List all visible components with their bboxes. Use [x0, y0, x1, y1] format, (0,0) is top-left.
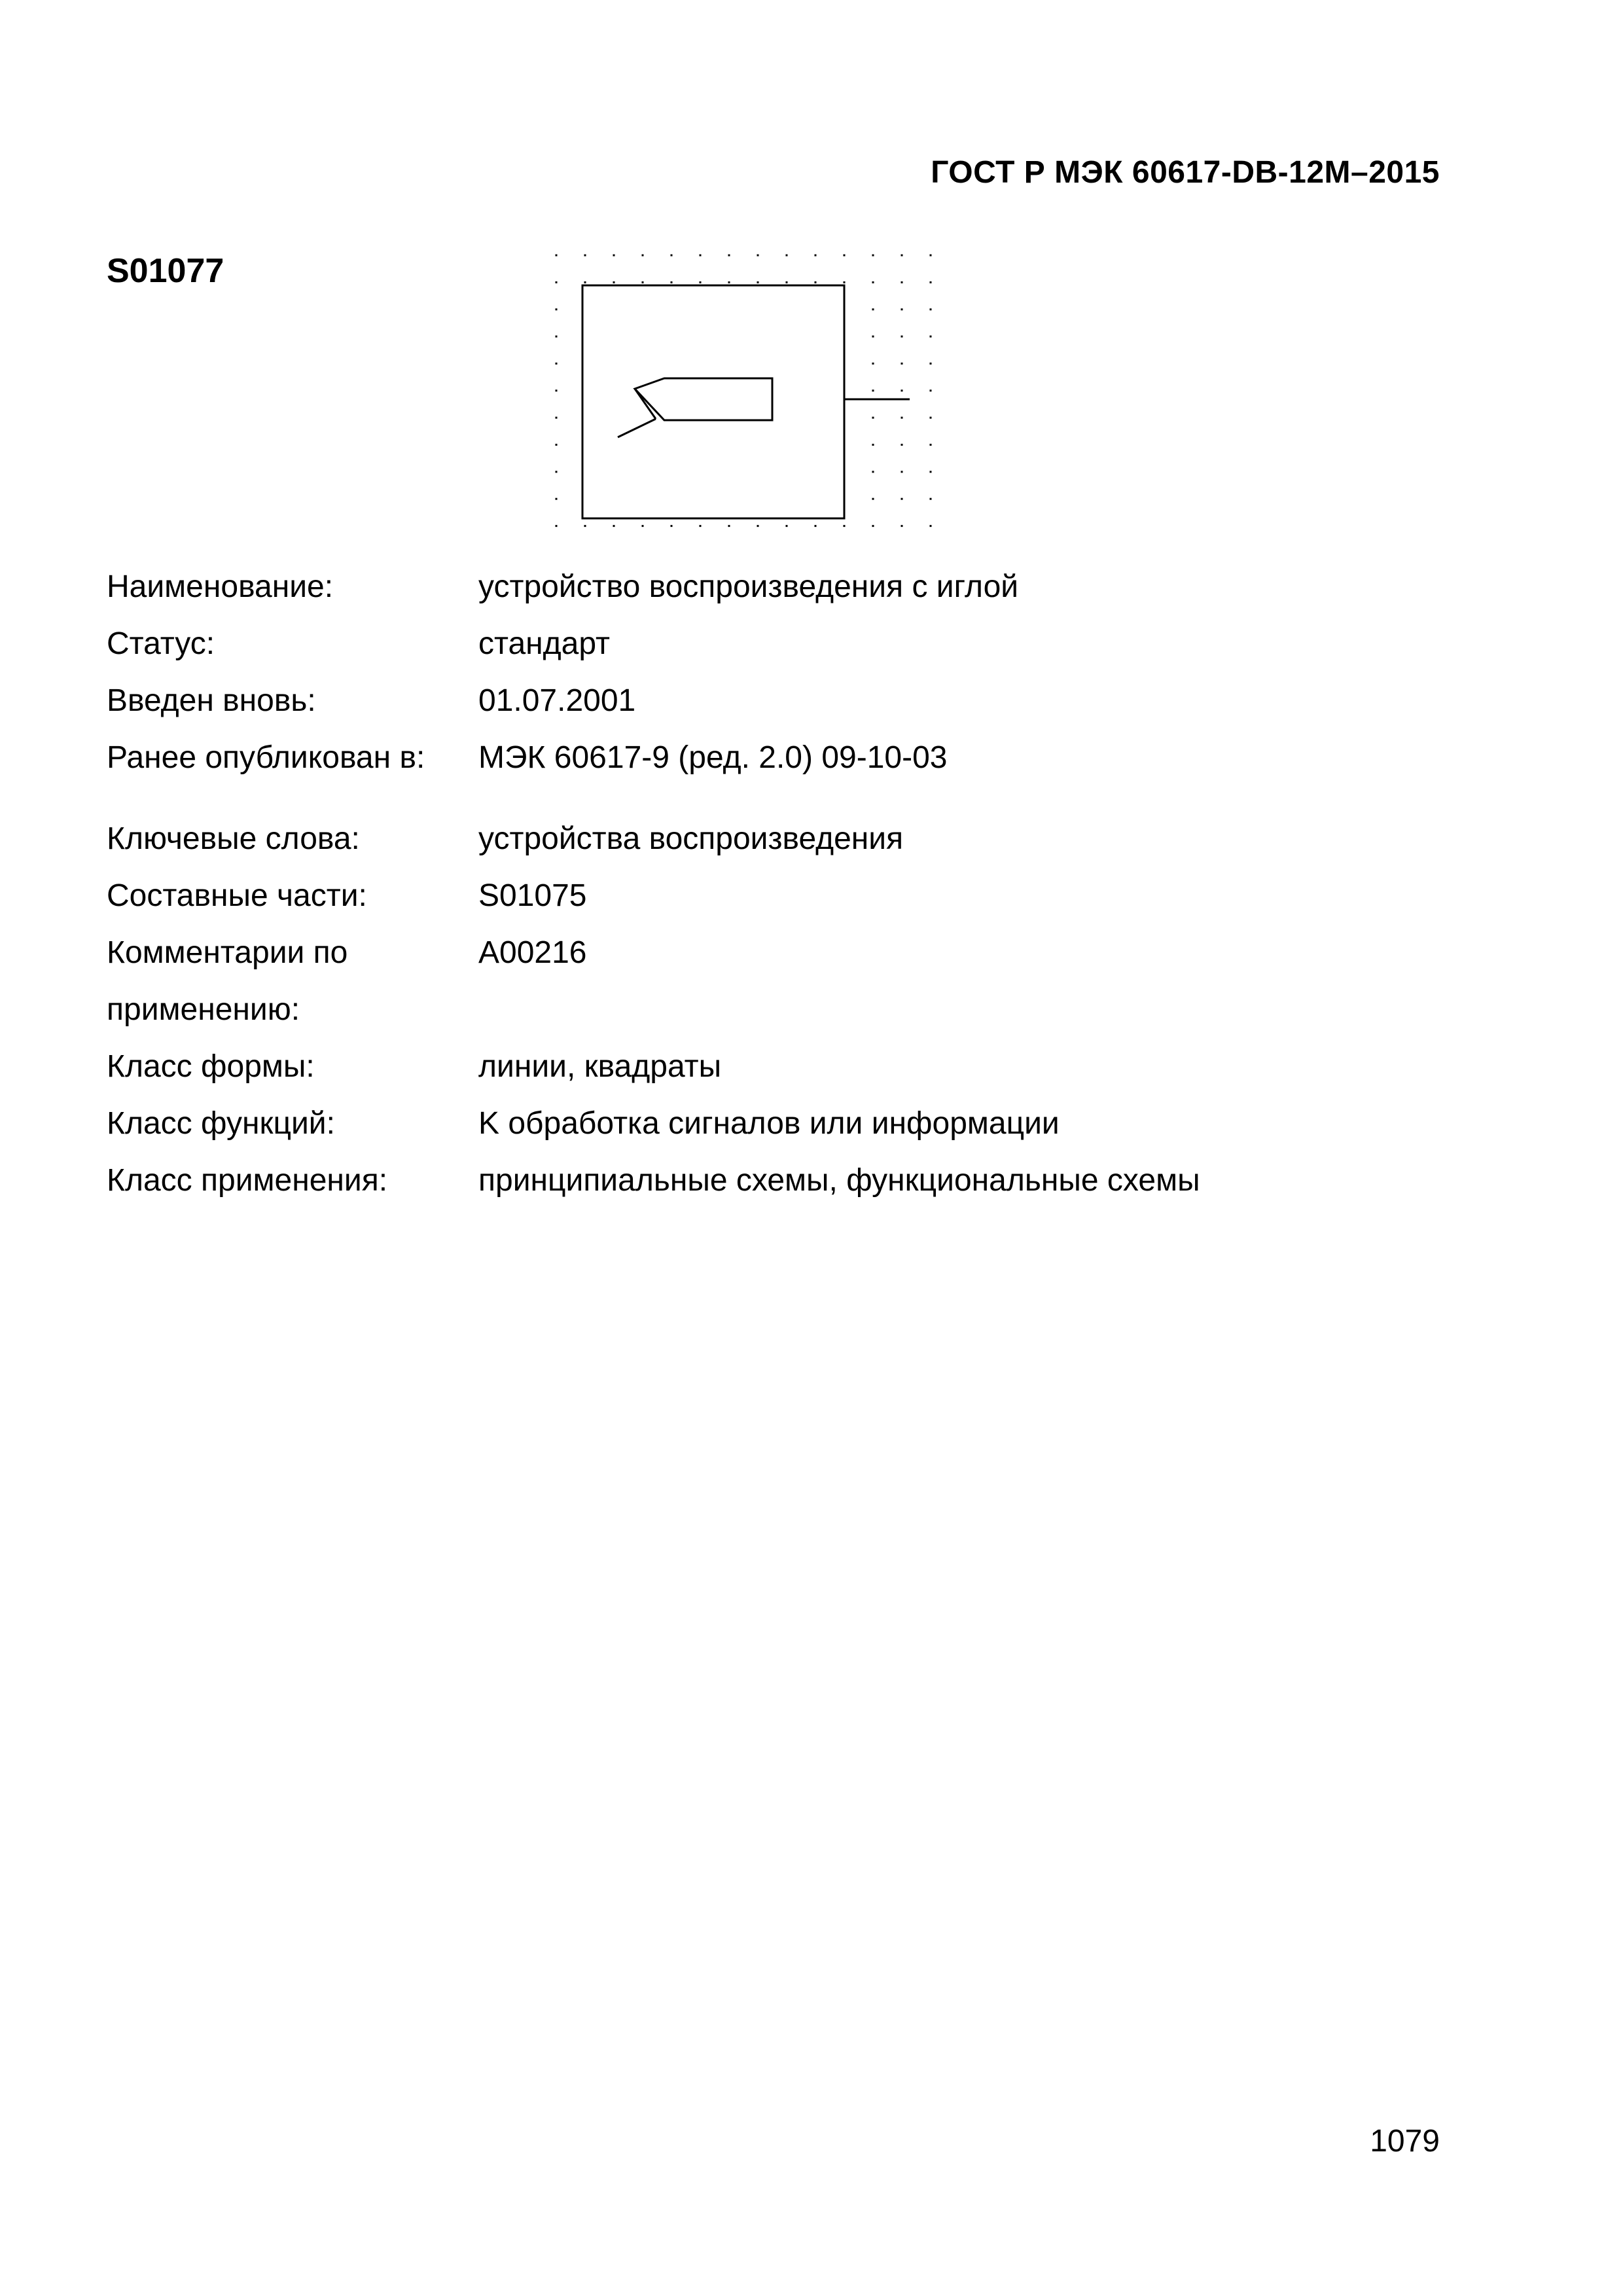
grid-dot	[556, 363, 558, 365]
grid-dot	[757, 525, 759, 527]
grid-dot	[930, 363, 932, 365]
property-row-function-class	[107, 1095, 1200, 1152]
grid-dot	[844, 281, 846, 283]
property-row-shape-class	[107, 1038, 1200, 1095]
symbol-frame	[582, 285, 844, 518]
grid-dot	[930, 281, 932, 283]
property-label: Класс функций:	[107, 1106, 335, 1141]
grid-dot	[786, 255, 788, 257]
grid-dot	[556, 471, 558, 473]
grid-dot	[815, 281, 817, 283]
property-row-application-comments	[107, 924, 1200, 981]
grid-dot	[930, 417, 932, 419]
grid-dot	[815, 255, 817, 257]
property-value: K обработка сигналов или информации	[478, 1106, 1060, 1141]
property-row-application-comments-cont	[107, 981, 1200, 1038]
property-label: Ранее опубликован в:	[107, 740, 425, 775]
property-value: устройства воспроизведения	[478, 821, 904, 856]
grid-dot	[642, 255, 644, 257]
grid-dot	[786, 525, 788, 527]
property-row-name	[107, 558, 1200, 615]
needle-line	[635, 389, 656, 419]
property-value: устройство воспроизведения с иглой	[478, 569, 1019, 604]
grid-dot	[757, 255, 759, 257]
property-row-application-class	[107, 1152, 1200, 1209]
grid-dot	[700, 525, 702, 527]
grid-dot	[901, 417, 903, 419]
property-label: Наименование:	[107, 569, 334, 604]
grid-dot	[556, 336, 558, 338]
grid-dot	[671, 255, 673, 257]
property-value: A00216	[478, 935, 587, 970]
grid-dot	[700, 255, 702, 257]
property-label: Класс формы:	[107, 1049, 315, 1084]
grid-dot	[728, 281, 730, 283]
grid-dot	[930, 525, 932, 527]
grid-dot	[901, 281, 903, 283]
section-gap	[107, 786, 1200, 810]
property-label: Составные части:	[107, 878, 367, 913]
grid-dot	[901, 336, 903, 338]
property-row-introduced	[107, 672, 1200, 729]
property-value: линии, квадраты	[478, 1049, 722, 1084]
grid-dot	[872, 417, 874, 419]
property-label: Введен вновь:	[107, 683, 316, 718]
grid-dot	[930, 389, 932, 391]
grid-dot	[872, 281, 874, 283]
symbol-drawing	[550, 249, 949, 550]
grid-dot	[556, 444, 558, 446]
grid-dot	[901, 471, 903, 473]
grid-dot	[556, 389, 558, 391]
grid-dot	[872, 336, 874, 338]
needle-tip-line	[618, 419, 656, 437]
grid-dot	[815, 525, 817, 527]
property-value-empty	[478, 981, 1200, 1038]
property-value: S01075	[478, 878, 587, 913]
grid-dot	[728, 255, 730, 257]
page-number: 1079	[1370, 2124, 1440, 2159]
grid-dot	[556, 255, 558, 257]
grid-dot	[757, 281, 759, 283]
document-header: ГОСТ Р МЭК 60617-DB-12M–2015	[931, 155, 1440, 190]
grid-dot	[642, 525, 644, 527]
grid-dot	[584, 525, 586, 527]
grid-dot	[872, 498, 874, 500]
properties-table	[107, 558, 1200, 1209]
grid-dot	[901, 255, 903, 257]
grid-dot	[613, 281, 615, 283]
grid-dot	[786, 281, 788, 283]
grid-dot	[930, 444, 932, 446]
property-label: Комментарии по	[107, 935, 348, 970]
grid-dot	[556, 417, 558, 419]
grid-dot	[901, 444, 903, 446]
grid-dot	[901, 498, 903, 500]
grid-dot	[930, 308, 932, 310]
grid-dot	[844, 525, 846, 527]
grid-dot	[901, 389, 903, 391]
grid-dot	[700, 281, 702, 283]
property-value: принципиальные схемы, функциональные схемы	[478, 1163, 1200, 1198]
grid-dot	[556, 498, 558, 500]
grid-dot	[901, 363, 903, 365]
grid-dot	[613, 525, 615, 527]
grid-dot	[872, 471, 874, 473]
grid-dot	[930, 498, 932, 500]
grid-dot	[844, 255, 846, 257]
grid-dot	[901, 308, 903, 310]
property-row-components	[107, 867, 1200, 924]
grid-dot	[930, 336, 932, 338]
grid-dot	[872, 444, 874, 446]
grid-dot	[642, 281, 644, 283]
property-label: Класс применения:	[107, 1163, 388, 1198]
stylus-icon	[635, 378, 772, 420]
property-value: МЭК 60617-9 (ред. 2.0) 09-10-03	[478, 740, 948, 775]
grid-dot	[584, 281, 586, 283]
grid-dot	[872, 389, 874, 391]
grid-dot	[872, 255, 874, 257]
property-row-previously-published	[107, 729, 1200, 786]
property-label: применению:	[107, 992, 300, 1027]
grid-dot	[872, 525, 874, 527]
grid-dot	[671, 281, 673, 283]
property-label: Статус:	[107, 626, 215, 661]
property-row-status	[107, 615, 1200, 672]
grid-dot	[556, 525, 558, 527]
symbol-id: S01077	[107, 252, 224, 290]
property-label: Ключевые слова:	[107, 821, 360, 856]
grid-dot	[872, 363, 874, 365]
property-row-keywords	[107, 810, 1200, 867]
grid-dot	[584, 255, 586, 257]
grid-dot	[930, 471, 932, 473]
grid-dot	[872, 308, 874, 310]
property-value: 01.07.2001	[478, 683, 636, 718]
grid-dot	[728, 525, 730, 527]
grid-dot	[901, 525, 903, 527]
grid-dot	[556, 308, 558, 310]
grid-dot	[930, 255, 932, 257]
property-value: стандарт	[478, 626, 610, 661]
grid-dot	[671, 525, 673, 527]
grid-dots	[556, 255, 932, 528]
grid-dot	[613, 255, 615, 257]
grid-dot	[556, 281, 558, 283]
